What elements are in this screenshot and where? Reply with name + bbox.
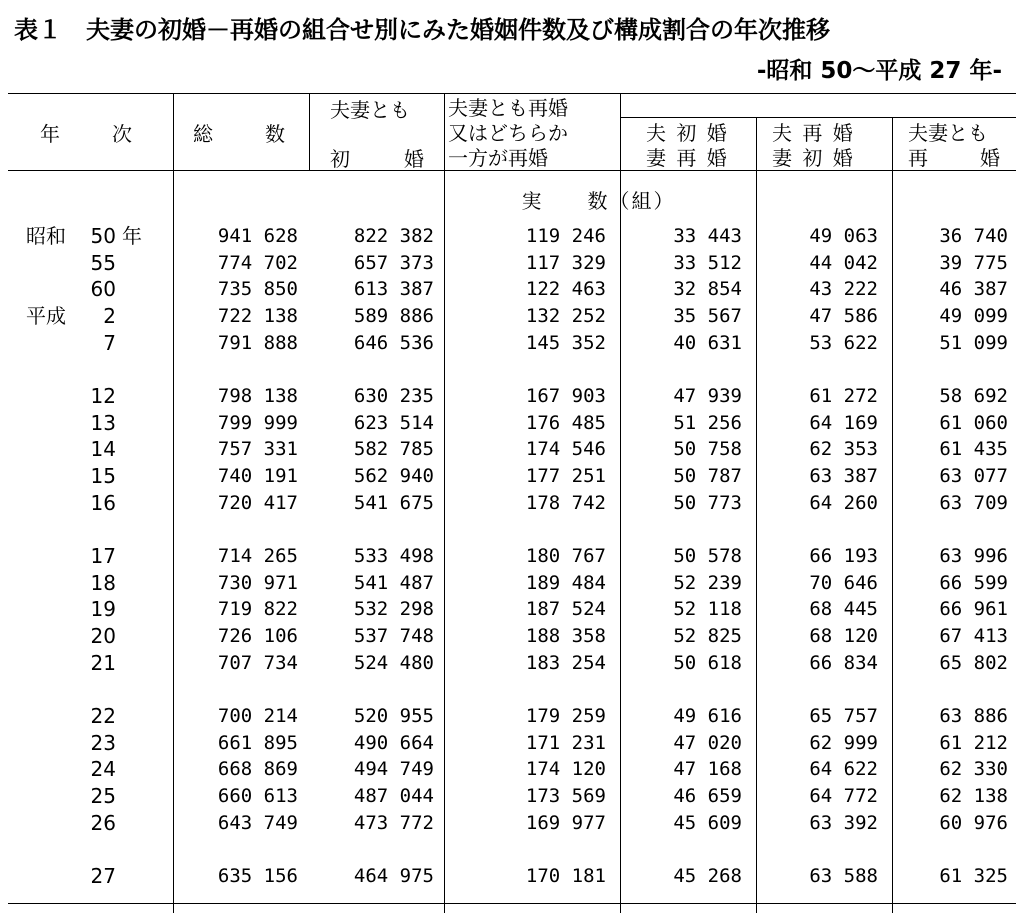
- unit-label: 実 数（組）: [521, 189, 676, 213]
- cell-total: 791 888: [217, 332, 298, 354]
- header-h-first-1: 夫 初 婚: [646, 121, 729, 145]
- cell-h-first-w-re: 47 020: [673, 732, 742, 754]
- cell-both-first: 487 044: [353, 785, 434, 807]
- cell-h-re-w-first: 66 834: [809, 652, 878, 674]
- cell-total: 661 895: [217, 732, 298, 754]
- cell-total: 735 850: [217, 278, 298, 300]
- row-year: 2: [103, 304, 116, 328]
- header-h-re-1: 夫 再 婚: [772, 121, 855, 145]
- row-year: 13: [90, 411, 116, 435]
- table-row: [8, 596, 1016, 622]
- row-year: 25: [90, 784, 116, 808]
- cell-h-first-w-re: 51 256: [673, 412, 742, 434]
- header-h-first-2: 妻 再 婚: [646, 146, 729, 170]
- row-era: 昭和: [26, 224, 66, 248]
- cell-h-re-w-first: 65 757: [809, 705, 878, 727]
- cell-both-re: 60 976: [939, 812, 1008, 834]
- cell-h-re-w-first: 49 063: [809, 225, 878, 247]
- table-row: [8, 570, 1016, 596]
- cell-total: 740 191: [217, 465, 298, 487]
- table-row: [8, 810, 1016, 836]
- cell-remarriage: 171 231: [525, 732, 606, 754]
- cell-h-first-w-re: 50 618: [673, 652, 742, 674]
- cell-both-first: 630 235: [353, 385, 434, 407]
- row-year: 26: [90, 811, 116, 835]
- cell-both-first: 623 514: [353, 412, 434, 434]
- row-year: 60: [90, 277, 116, 301]
- cell-both-re: 66 599: [939, 572, 1008, 594]
- cell-both-first: 524 480: [353, 652, 434, 674]
- cell-remarriage: 178 742: [525, 492, 606, 514]
- cell-remarriage: 132 252: [525, 305, 606, 327]
- cell-both-re: 61 060: [939, 412, 1008, 434]
- row-year: 27: [90, 864, 116, 888]
- cell-h-first-w-re: 52 118: [673, 598, 742, 620]
- cell-total: 730 971: [217, 572, 298, 594]
- row-year: 7: [103, 331, 116, 355]
- cell-h-re-w-first: 63 392: [809, 812, 878, 834]
- cell-total: 714 265: [217, 545, 298, 567]
- cell-total: 799 999: [217, 412, 298, 434]
- cell-h-re-w-first: 62 999: [809, 732, 878, 754]
- header-remarriage-1: 夫妻とも再婚: [448, 96, 568, 120]
- cell-total: 720 417: [217, 492, 298, 514]
- table-row: [8, 463, 1016, 489]
- cell-both-re: 51 099: [939, 332, 1008, 354]
- cell-both-first: 533 498: [353, 545, 434, 567]
- cell-h-first-w-re: 46 659: [673, 785, 742, 807]
- cell-both-first: 646 536: [353, 332, 434, 354]
- cell-total: 660 613: [217, 785, 298, 807]
- cell-h-re-w-first: 66 193: [809, 545, 878, 567]
- cell-total: 700 214: [217, 705, 298, 727]
- cell-both-re: 61 435: [939, 438, 1008, 460]
- cell-h-re-w-first: 64 169: [809, 412, 878, 434]
- cell-both-re: 62 138: [939, 785, 1008, 807]
- cell-both-re: 63 709: [939, 492, 1008, 514]
- cell-h-first-w-re: 40 631: [673, 332, 742, 354]
- table-bottom-border: [8, 903, 1016, 904]
- cell-both-first: 562 940: [353, 465, 434, 487]
- col-divider-total: [309, 93, 310, 170]
- table-row: [8, 863, 1016, 889]
- cell-both-re: 65 802: [939, 652, 1008, 674]
- cell-h-first-w-re: 47 168: [673, 758, 742, 780]
- cell-remarriage: 187 524: [525, 598, 606, 620]
- cell-remarriage: 188 358: [525, 625, 606, 647]
- row-year: 17: [90, 544, 116, 568]
- cell-both-first: 822 382: [353, 225, 434, 247]
- cell-h-first-w-re: 50 773: [673, 492, 742, 514]
- cell-both-first: 589 886: [353, 305, 434, 327]
- row-year: 23: [90, 731, 116, 755]
- row-year: 16: [90, 491, 116, 515]
- cell-total: 719 822: [217, 598, 298, 620]
- cell-remarriage: 173 569: [525, 785, 606, 807]
- cell-h-re-w-first: 61 272: [809, 385, 878, 407]
- cell-remarriage: 180 767: [525, 545, 606, 567]
- header-remarriage-3: 一方が再婚: [448, 146, 548, 170]
- row-year: 18: [90, 571, 116, 595]
- table-row: [8, 303, 1016, 329]
- header-total-1: 総: [193, 122, 213, 146]
- table-row: [8, 330, 1016, 356]
- table-row: [8, 490, 1016, 516]
- cell-total: 722 138: [217, 305, 298, 327]
- cell-h-first-w-re: 49 616: [673, 705, 742, 727]
- row-year: 55: [90, 251, 116, 275]
- cell-both-re: 36 740: [939, 225, 1008, 247]
- cell-h-first-w-re: 50 787: [673, 465, 742, 487]
- cell-remarriage: 117 329: [525, 252, 606, 274]
- cell-h-re-w-first: 47 586: [809, 305, 878, 327]
- cell-both-first: 494 749: [353, 758, 434, 780]
- table-row: [8, 436, 1016, 462]
- cell-remarriage: 177 251: [525, 465, 606, 487]
- row-year: 22: [90, 704, 116, 728]
- cell-remarriage: 169 977: [525, 812, 606, 834]
- cell-h-re-w-first: 70 646: [809, 572, 878, 594]
- cell-both-first: 541 675: [353, 492, 434, 514]
- table-subtitle: -昭和 50～平成 27 年-: [756, 58, 1002, 84]
- cell-h-first-w-re: 50 578: [673, 545, 742, 567]
- cell-h-re-w-first: 62 353: [809, 438, 878, 460]
- cell-both-first: 541 487: [353, 572, 434, 594]
- cell-both-re: 67 413: [939, 625, 1008, 647]
- header-both-re-1: 夫妻とも: [908, 121, 988, 145]
- cell-h-first-w-re: 35 567: [673, 305, 742, 327]
- cell-h-re-w-first: 68 120: [809, 625, 878, 647]
- row-year: 19: [90, 597, 116, 621]
- cell-both-first: 613 387: [353, 278, 434, 300]
- cell-both-first: 532 298: [353, 598, 434, 620]
- row-year: 24: [90, 757, 116, 781]
- cell-remarriage: 174 546: [525, 438, 606, 460]
- cell-h-first-w-re: 47 939: [673, 385, 742, 407]
- cell-remarriage: 179 259: [525, 705, 606, 727]
- table-row: [8, 276, 1016, 302]
- cell-both-first: 537 748: [353, 625, 434, 647]
- header-h-re-2: 妻 初 婚: [772, 146, 855, 170]
- cell-remarriage: 122 463: [525, 278, 606, 300]
- table-top-border: [8, 93, 1016, 94]
- cell-remarriage: 183 254: [525, 652, 606, 674]
- cell-total: 707 734: [217, 652, 298, 674]
- cell-both-re: 61 212: [939, 732, 1008, 754]
- row-year: 50: [90, 224, 116, 248]
- cell-both-re: 49 099: [939, 305, 1008, 327]
- cell-both-first: 520 955: [353, 705, 434, 727]
- header-both-first-b1: 初: [330, 147, 350, 171]
- cell-remarriage: 167 903: [525, 385, 606, 407]
- cell-both-re: 66 961: [939, 598, 1008, 620]
- header-both-re-b1: 再: [908, 146, 928, 170]
- cell-total: 757 331: [217, 438, 298, 460]
- cell-both-first: 464 975: [353, 865, 434, 887]
- header-remarriage-2: 又はどちらか: [448, 121, 568, 145]
- cell-remarriage: 119 246: [525, 225, 606, 247]
- header-both-first-b2: 婚: [404, 147, 424, 171]
- table-row: [8, 756, 1016, 782]
- cell-both-re: 46 387: [939, 278, 1008, 300]
- cell-both-first: 582 785: [353, 438, 434, 460]
- table-row: [8, 623, 1016, 649]
- header-both-re-b2: 婚: [980, 146, 1000, 170]
- cell-h-first-w-re: 50 758: [673, 438, 742, 460]
- cell-remarriage: 145 352: [525, 332, 606, 354]
- cell-total: 635 156: [217, 865, 298, 887]
- table-row: [8, 543, 1016, 569]
- row-year: 21: [90, 651, 116, 675]
- cell-both-first: 490 664: [353, 732, 434, 754]
- cell-h-first-w-re: 52 239: [673, 572, 742, 594]
- table-row: [8, 223, 1016, 249]
- cell-h-re-w-first: 68 445: [809, 598, 878, 620]
- header-year-1: 年: [40, 122, 60, 146]
- cell-both-re: 58 692: [939, 385, 1008, 407]
- table-row: [8, 730, 1016, 756]
- cell-remarriage: 176 485: [525, 412, 606, 434]
- table-row: [8, 250, 1016, 276]
- cell-total: 941 628: [217, 225, 298, 247]
- cell-h-re-w-first: 53 622: [809, 332, 878, 354]
- row-year: 15: [90, 464, 116, 488]
- cell-both-first: 473 772: [353, 812, 434, 834]
- table-row: [8, 410, 1016, 436]
- row-year-suffix: 年: [122, 224, 142, 248]
- cell-h-re-w-first: 64 260: [809, 492, 878, 514]
- cell-h-re-w-first: 43 222: [809, 278, 878, 300]
- cell-both-first: 657 373: [353, 252, 434, 274]
- header-both-first-top: 夫妻とも: [330, 98, 410, 122]
- cell-total: 668 869: [217, 758, 298, 780]
- cell-h-re-w-first: 64 772: [809, 785, 878, 807]
- cell-both-re: 63 886: [939, 705, 1008, 727]
- cell-h-first-w-re: 52 825: [673, 625, 742, 647]
- cell-h-re-w-first: 64 622: [809, 758, 878, 780]
- cell-remarriage: 189 484: [525, 572, 606, 594]
- cell-h-first-w-re: 45 268: [673, 865, 742, 887]
- cell-total: 774 702: [217, 252, 298, 274]
- cell-h-re-w-first: 44 042: [809, 252, 878, 274]
- cell-both-re: 61 325: [939, 865, 1008, 887]
- header-year-2: 次: [112, 122, 132, 146]
- cell-h-re-w-first: 63 588: [809, 865, 878, 887]
- cell-total: 643 749: [217, 812, 298, 834]
- cell-both-re: 39 775: [939, 252, 1008, 274]
- cell-h-first-w-re: 33 512: [673, 252, 742, 274]
- subheader-divider: [620, 117, 1016, 118]
- row-year: 14: [90, 437, 116, 461]
- cell-h-re-w-first: 63 387: [809, 465, 878, 487]
- row-year: 12: [90, 384, 116, 408]
- cell-total: 726 106: [217, 625, 298, 647]
- row-era: 平成: [26, 304, 66, 328]
- cell-both-re: 62 330: [939, 758, 1008, 780]
- table-row: [8, 783, 1016, 809]
- cell-h-first-w-re: 32 854: [673, 278, 742, 300]
- cell-remarriage: 170 181: [525, 865, 606, 887]
- marriage-table: [8, 93, 1016, 913]
- table-row: [8, 383, 1016, 409]
- cell-both-re: 63 996: [939, 545, 1008, 567]
- table-row: [8, 703, 1016, 729]
- table-title: 表１ 夫妻の初婚－再婚の組合せ別にみた婚姻件数及び構成割合の年次推移: [14, 16, 830, 44]
- cell-h-first-w-re: 33 443: [673, 225, 742, 247]
- cell-remarriage: 174 120: [525, 758, 606, 780]
- table-row: [8, 650, 1016, 676]
- cell-total: 798 138: [217, 385, 298, 407]
- cell-h-first-w-re: 45 609: [673, 812, 742, 834]
- header-total-2: 数: [265, 122, 285, 146]
- cell-both-re: 63 077: [939, 465, 1008, 487]
- row-year: 20: [90, 624, 116, 648]
